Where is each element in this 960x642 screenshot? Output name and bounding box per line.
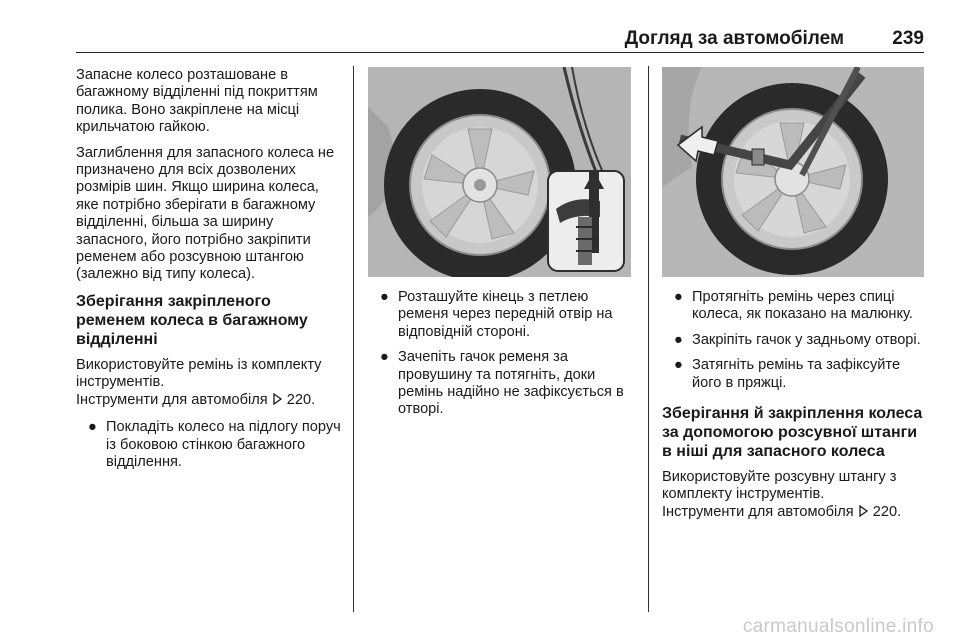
list-item-text: Розташуйте кінець з петлею ременя через передній отвір на відповідній стороні. xyxy=(398,289,613,340)
column-divider-right xyxy=(648,66,649,612)
watermark: carmanualsonline.info xyxy=(742,616,934,637)
section-heading: Зберігання закріпленого ременем колеса в багажному відділенні xyxy=(76,292,308,348)
bullet-icon: ● xyxy=(380,349,389,366)
list-item xyxy=(662,289,928,324)
cross-reference-icon xyxy=(858,505,869,517)
bullet-icon: ● xyxy=(674,289,683,305)
right-column xyxy=(662,289,928,529)
cross-reference-icon xyxy=(272,393,283,405)
tools-reference-text: Інструменти для автомобіля xyxy=(76,391,268,408)
list-item xyxy=(368,349,636,419)
page-reference-link[interactable]: 220. xyxy=(872,503,902,520)
list-item xyxy=(662,357,928,392)
tools-reference-text: Інструменти для автомобіля xyxy=(662,503,854,520)
list-item-text: Зачепіть гачок ременя за провушину та потягніть, доки ремінь надійно не зафіксується в отворі. xyxy=(398,349,624,418)
intro-paragraph: Запасне колесо розташоване в багажному відділенні під покриттям полика. Воно закріплене на місці крильчатою гайкою. xyxy=(76,67,318,136)
list-item xyxy=(76,419,344,471)
instruction-line: Використовуйте розсувну штангу з комплекту інструментів. xyxy=(662,469,897,503)
list-item xyxy=(368,289,636,341)
figure-strap-loop xyxy=(368,67,631,277)
note-paragraph: Заглиблення для запасного колеса не призначено для всіх дозволених розмірів шин. Якщо ширина колеса, яке потрібно зберігати в багажному відділенні, більша за ширину запасного, його потрібно закріпити ременем або розсувною штангою (залежно від типу колеса). xyxy=(76,144,335,283)
list-item-text: Протягніть ремінь через спиці колеса, як показано на малюнку. xyxy=(692,289,913,323)
instruction-paragraph xyxy=(662,469,928,521)
list-item xyxy=(662,332,928,349)
list-item-text: Закріпіть гачок у задньому отворі. xyxy=(692,331,921,348)
bullet-icon: ● xyxy=(88,419,97,436)
page-number: 239 xyxy=(892,28,924,49)
instruction-line: Використовуйте ремінь із комплекту інструментів. xyxy=(76,356,322,391)
bullet-icon: ● xyxy=(674,331,683,348)
bullet-icon: ● xyxy=(380,289,389,305)
figure-strap-through-spokes xyxy=(662,67,924,277)
page-title: Догляд за автомобілем xyxy=(624,28,844,49)
page-header xyxy=(76,26,924,53)
list-item-text: Затягніть ремінь та зафіксуйте його в пряжці. xyxy=(692,357,901,391)
middle-column xyxy=(368,289,636,427)
instruction-paragraph xyxy=(76,357,344,409)
list-item-text: Покладіть колесо на підлогу поруч із боковою стінкою багажного відділення. xyxy=(106,419,341,470)
column-divider-left xyxy=(353,66,354,612)
left-column xyxy=(76,67,344,479)
bullet-icon: ● xyxy=(674,357,683,374)
page-reference-link[interactable]: 220. xyxy=(286,391,316,408)
section-heading: Зберігання й закріплення колеса за допомогою розсувної штанги в ніші для запасного колеса xyxy=(662,405,923,461)
